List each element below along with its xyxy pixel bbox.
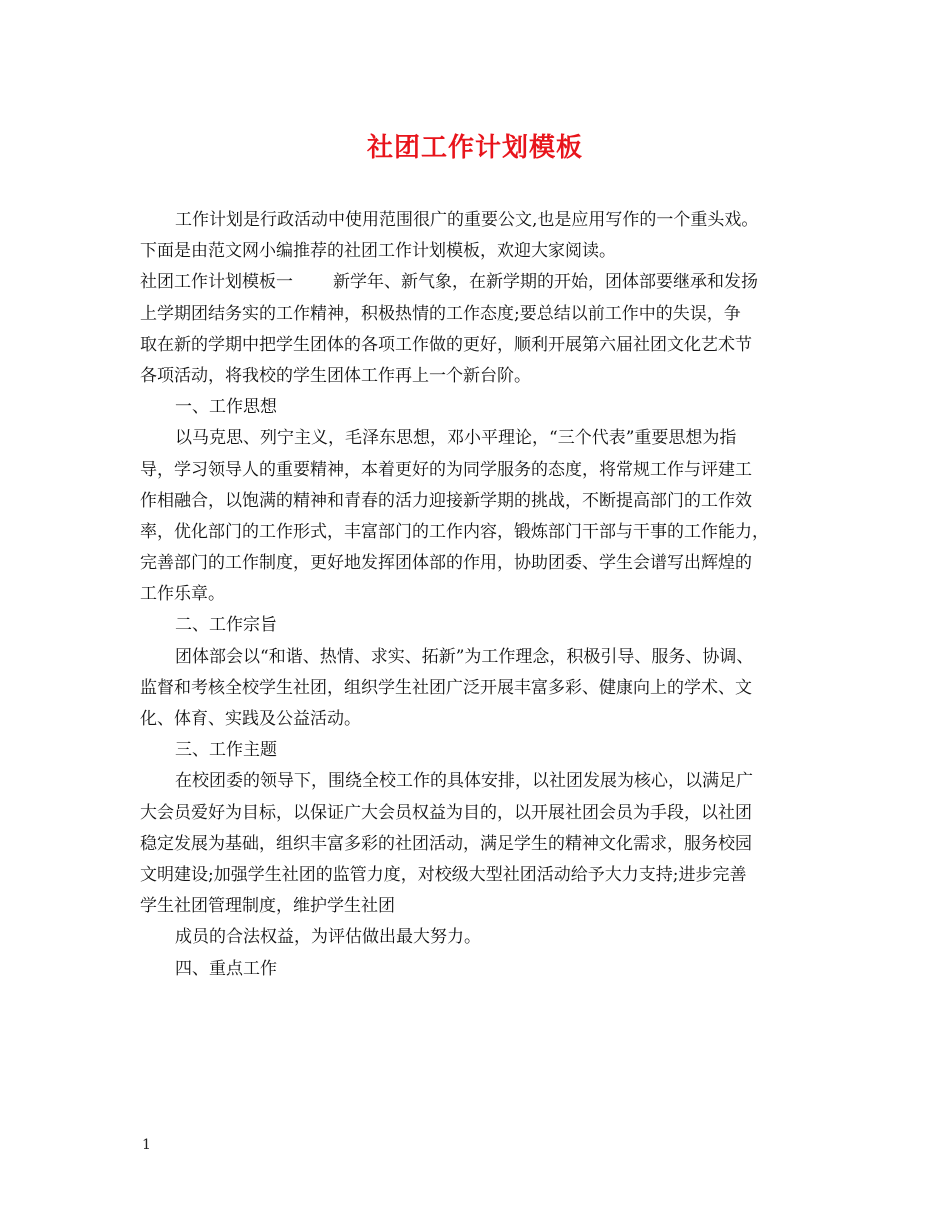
paragraph-line: 率，优化部门的工作形式，丰富部门的工作内容，锻炼部门干部与干事的工作能力， [140, 521, 769, 542]
document-title: 社团工作计划模板 [366, 133, 583, 163]
paragraph-line: 大会员爱好为目标，以保证广大会员权益为目的，以开展社团会员为手段，以社团 [140, 802, 752, 823]
paragraph-line: 在校团委的领导下，围绕全校工作的具体安排，以社团发展为核心，以满足广 [175, 771, 753, 792]
section-heading: 四、重点工作 [175, 958, 277, 979]
paragraph-line: 成员的合法权益，为评估做出最大努力。 [175, 927, 481, 948]
paragraph-line: 以马克思、列宁主义，毛泽东思想，邓小平理论，“三个代表”重要思想为指 [175, 428, 737, 449]
paragraph-line: 取在新的学期中把学生团体的各项工作做的更好，顺利开展第六届社团文化艺术节 [140, 334, 752, 355]
paragraph-line [140, 267, 840, 298]
paragraph-line: 完善部门的工作制度，更好地发挥团体部的作用，协助团委、学生会谱写出辉煌的 [140, 553, 752, 574]
paragraph-line: 工作计划是行政活动中使用范围很广的重要公文,也是应用写作的一个重头戏。 [175, 210, 759, 230]
page-number: 1 [142, 1137, 151, 1153]
template-label: 社团工作计划模板一 [140, 272, 293, 293]
section-heading: 二、工作宗旨 [175, 615, 277, 636]
paragraph-line: 工作乐章。 [140, 584, 225, 605]
document-body [140, 205, 840, 985]
section-heading: 一、工作思想 [175, 397, 277, 418]
paragraph-line: 团体部会以“和谐、热情、求实、拓新”为工作理念，积极引导、服务、协调、 [175, 646, 754, 667]
paragraph-line: 作相融合，以饱满的精神和青春的活力迎接新学期的挑战，不断提高部门的工作效 [140, 490, 752, 511]
paragraph-line: 学生社团管理制度，维护学生社团 [140, 896, 395, 917]
paragraph-line: 稳定发展为基础，组织丰富多彩的社团活动，满足学生的精神文化需求，服务校园 [140, 833, 752, 854]
paragraph-line: 监督和考核全校学生社团，组织学生社团广泛开展丰富多彩、健康向上的学术、文 [140, 677, 752, 698]
paragraph-line: 下面是由范文网小编推荐的社团工作计划模板，欢迎大家阅读。 [140, 241, 616, 262]
section-heading: 三、工作主题 [175, 740, 277, 761]
template-intro-text: 新学年、新气象，在新学期的开始，团体部要继承和发扬 [333, 272, 758, 293]
paragraph-line: 文明建设;加强学生社团的监管力度，对校级大型社团活动给予大力支持;进步完善 [140, 864, 747, 885]
paragraph-line: 化、体育、实践及公益活动。 [140, 709, 361, 729]
paragraph-line: 上学期团结务实的工作精神，积极热情的工作态度;要总结以前工作中的失误，争 [140, 303, 741, 324]
paragraph-line: 导，学习领导人的重要精神，本着更好的为同学服务的态度，将常规工作与评建工 [140, 459, 752, 480]
paragraph-line: 各项活动，将我校的学生团体工作再上一个新台阶。 [140, 365, 531, 386]
